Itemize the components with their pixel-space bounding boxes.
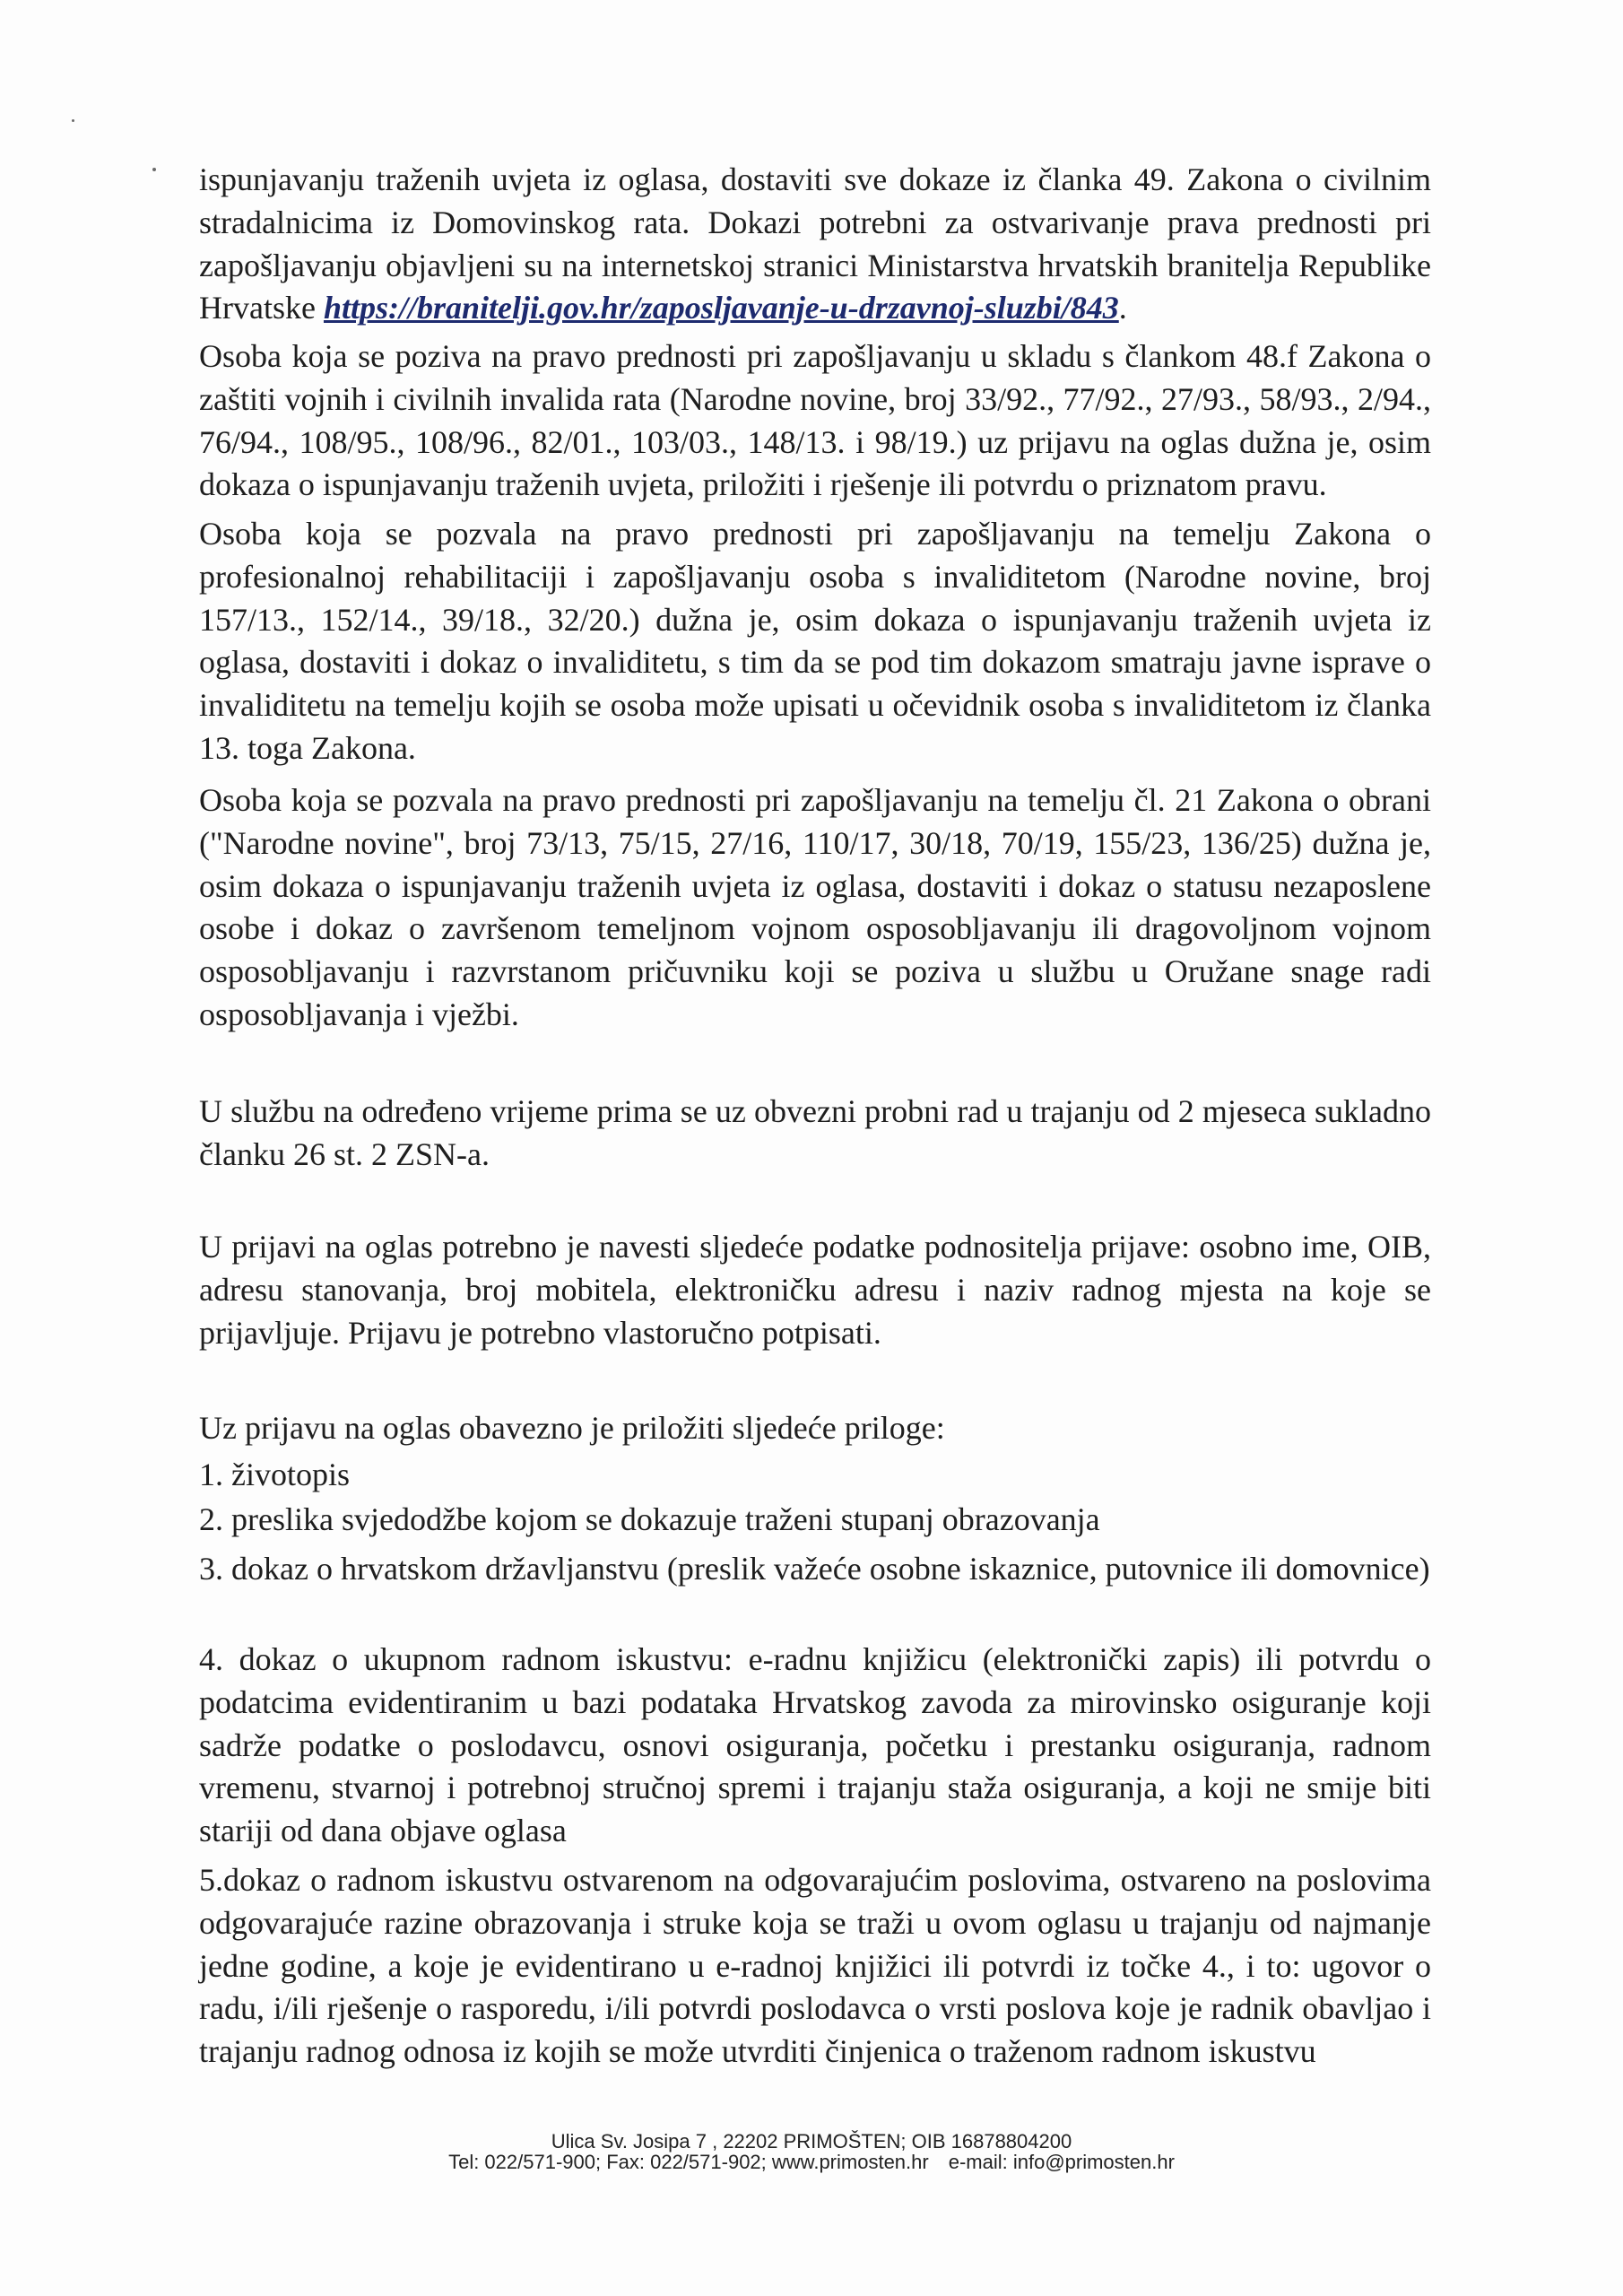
paragraph-disability-priority: Osoba koja se pozvala na pravo prednosti pri zapošljavanju na temelju Zakona o profesionalnoj rehabilitaciji i zapošljavanju osoba s invaliditetom (Narodne novine, broj 157/13., 152/14., 39/18., 32/20.) dužna je, osim dokaza o ispunjavanju traženih uvjeta iz oglasa, dostaviti i dokaz o invaliditetu, s tim da se pod tim dokazom smatraju javne isprave o invaliditetu na temelju kojih se osoba može upisati u očevidnik osoba s invaliditetom iz članka 13. toga Zakona. [199, 516, 1431, 766]
footer-contacts-line [0, 2152, 1623, 2172]
paragraph-attachments-intro: Uz prijavu na oglas obavezno je priložiti sljedeće priloge: [199, 1410, 945, 1446]
footer-phone-fax-web: Tel: 022/571-900; Fax: 022/571-902; www.primosten.hr [448, 2151, 929, 2173]
paragraph-text: ispunjavanju traženih uvjeta iz oglasa, dostaviti sve dokaze iz članka 49. Zakona o civilnim stradalnicima iz Domovinskog rata. Dokazi potrebni za ostvarivanje prava prednosti pri zapošljavanju objavljeni su na internetskoj stranici Ministarstva hrvatskih branitelja Republike Hrvatske [199, 161, 1431, 326]
paragraph-application-details: U prijavi na oglas potrebno je navesti sljedeće podatke podnositelja prijave: osobno ime, OIB, adresu stanovanja, broj mobitela, elektroničku adresu i naziv radnog mjesta na koje se prijavljuje. Prijavu je potrebno vlastoručno potpisati. [199, 1229, 1431, 1351]
paragraph-defense-law-priority: Osoba koja se pozvala na pravo prednosti pri zapošljavanju na temelju čl. 21 Zakona o obrani ("Narodne novine", broj 73/13, 75/15, 27/16, 110/17, 30/18, 70/19, 155/23, 136/25) dužna je, osim dokaza o ispunjavanju traženih uvjeta iz oglasa, dostaviti i dokaz o statusu nezaposlene osobe i dokaz o završenom temeljnom vojnom osposobljavanju ili dragovoljnom vojnom osposobljavanju i razvrstanom pričuvniku koji se poziva u službu u Oružane snage radi osposobljavanja i vježbi. [199, 782, 1431, 1032]
footer-address: Ulica Sv. Josipa 7 , 22202 PRIMOŠTEN; OIB 16878804200 [551, 2130, 1072, 2152]
branitelji-link[interactable]: https://branitelji.gov.hr/zaposljavanje-u-drzavnoj-sluzbi/843 [323, 290, 1119, 326]
attachment-item-cv: 1. životopis [199, 1457, 350, 1492]
attachment-item-citizenship: 3. dokaz o hrvatskom državljanstvu (preslik važeće osobne iskaznice, putovnice ili domovnice) [199, 1551, 1430, 1587]
paragraph-civil-victims-proof [199, 159, 1431, 330]
paragraph-war-invalids-priority: Osoba koja se poziva na pravo prednosti pri zapošljavanju u skladu s člankom 48.f Zakona o zaštiti vojnih i civilnih invalida rata (Narodne novine, broj 33/92., 77/92., 27/93., 58/93., 2/94., 76/94., 108/95., 108/96., 82/01., 103/03., 148/13. i 98/19.) uz prijavu na oglas dužna je, osim dokaza o ispunjavanju traženih uvjeta, priložiti i rješenje ili potvrdu o priznatom pravu. [199, 338, 1431, 503]
footer-email: e-mail: info@primosten.hr [948, 2151, 1175, 2173]
paragraph-probation-period: U službu na određeno vrijeme prima se uz obvezni probni rad u trajanju od 2 mjeseca sukladno članku 26 st. 2 ZSN-a. [199, 1093, 1431, 1172]
attachment-item-total-work-experience: 4. dokaz o ukupnom radnom iskustvu: e-radnu knjižicu (elektronički zapis) ili potvrdu o podatcima evidentiranim u bazi podataka Hrvatskog zavoda za mirovinsko osiguranje koji sadrže podatke o poslodavcu, osnovi osiguranja, početku i prestanku osiguranja, radnom vremenu, stvarnoj i potrebnoj stručnoj spremi i trajanju staža osiguranja, a koji ne smije biti stariji od dana objave oglasa [199, 1641, 1431, 1849]
letterhead-footer [0, 2131, 1623, 2172]
attachment-item-relevant-work-experience: 5.dokaz o radnom iskustvu ostvarenom na odgovarajućim poslovima, ostvareno na poslovima odgovarajuće razine obrazovanja i struke koja se traži u ovom oglasu u trajanju od najmanje jedne godine, a koje je evidentirano u e-radnoj knjižici ili potvrdi iz točke 4., i to: ugovor o radu, i/ili rješenje o rasporedu, i/ili potvrdi poslodavca o vrsti poslova koje je radnik obavljao i trajanju radnog odnosa iz kojih se može utvrditi činjenica o traženom radnom iskustvu [199, 1862, 1431, 2070]
scan-speck-mark [152, 168, 156, 171]
attachment-item-diploma: 2. preslika svjedodžbe kojom se dokazuje traženi stupanj obrazovanja [199, 1501, 1100, 1537]
paragraph-text: . [1118, 290, 1127, 326]
scan-speck-mark [72, 119, 74, 122]
